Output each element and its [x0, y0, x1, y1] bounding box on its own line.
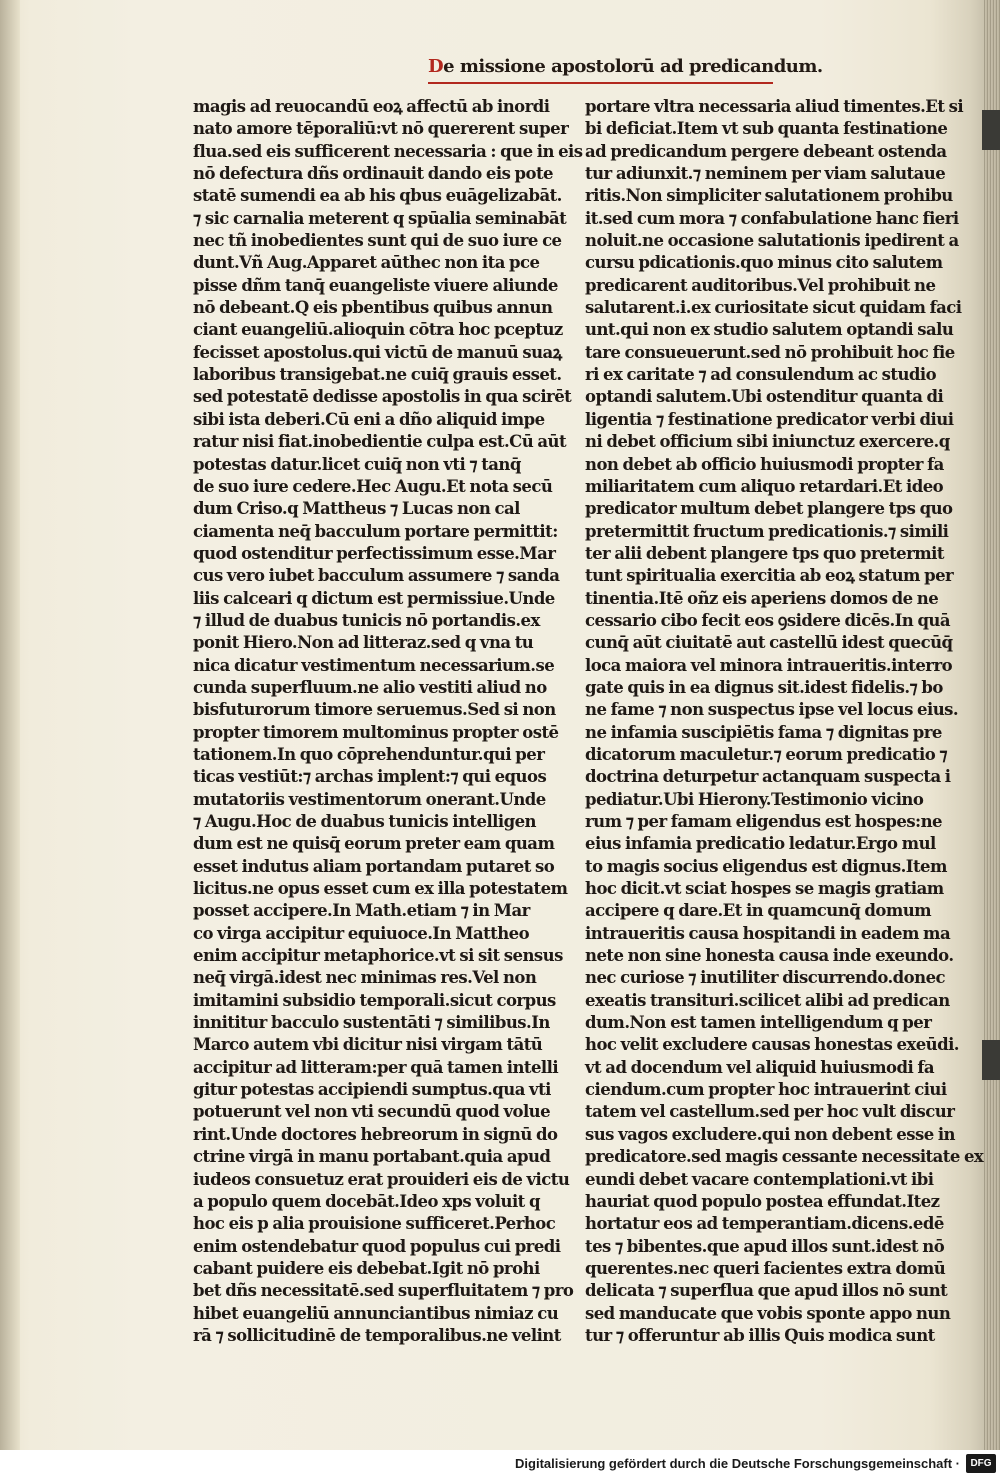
text-line: ⁊ Augu.Hoc de duabus tunicis intelligen	[193, 812, 536, 831]
text-line: pediatur.Ubi Hierony.Testimonio vicino	[585, 789, 924, 809]
text-line: dum Criso.q Mattheus ⁊ Lucas non cal	[193, 499, 520, 519]
rubric-underline	[428, 82, 773, 84]
text-line: eundi debet vacare contemplationi.vt ibi	[585, 1169, 934, 1189]
gutter-shadow	[0, 0, 20, 1450]
text-line: ad predicandum pergere debeant ostenda	[585, 141, 947, 161]
text-line: predicarent auditoribus.Vel prohibuit ne	[585, 275, 936, 295]
text-line: nec tñ inobedientes sunt qui de suo iure ce	[193, 231, 562, 251]
text-line: liis calceari q dictum est permissiue.Unde	[193, 588, 555, 608]
text-line: bi deficiat.Item vt sub quanta festinatione	[585, 119, 948, 139]
text-line: bisfuturorum timore seruemus.Sed si non	[193, 700, 556, 720]
running-head-text: De missione apostolorū ad predicandum.	[428, 56, 823, 77]
text-line: nō debeant.Q eis pbentibus quibus annun	[193, 298, 553, 318]
text-line: tare consueuerunt.sed nō prohibuit hoc fie	[585, 342, 955, 362]
text-line: tationem.In quo cōprehenduntur.qui per	[193, 744, 545, 764]
text-line: ter alii debent plangere tps quo pretermit	[585, 543, 944, 563]
text-line: ratur nisi fiat.inobedientie culpa est.Cū aūt	[193, 432, 567, 452]
text-line: miliaritatem cum aliquo retardari.Et ideo	[585, 476, 944, 496]
text-line: hoc velit excludere causas honestas exeūdi.	[585, 1035, 960, 1055]
text-line: imitamini subsidio temporali.sicut corpus	[193, 990, 556, 1010]
text-line: hortatur eos ad temperantiam.dicens.edē	[585, 1214, 944, 1234]
text-line: non debet ab officio huiusmodi propter fa	[585, 454, 944, 474]
text-line: iudeos consuetuz erat prouideri eis de victu	[193, 1169, 570, 1189]
text-line: quod ostenditur perfectissimum esse.Mar	[193, 543, 556, 563]
text-line: portare vltra necessaria aliud timentes.Et si	[585, 97, 964, 116]
footer-credit: Digitalisierung gefördert durch die Deutsche Forschungsgemeinschaft ·	[515, 1456, 960, 1471]
text-line: potestas datur.licet cuiq̄ non vti ⁊ tanq̄	[193, 454, 521, 474]
text-line: a populo quem docebāt.Ideo xps voluit q	[193, 1191, 540, 1211]
text-line: hauriat quod populo postea effundat.Itez	[585, 1191, 940, 1211]
text-line: nica dicatur vestimentum necessarium.se	[193, 655, 555, 675]
text-line: nō defectura dñs ordinauit dando eis pote	[193, 164, 553, 184]
text-line: rint.Unde doctores hebreorum in signū do	[193, 1124, 558, 1144]
text-line: enim accipitur metaphorice.vt si sit sensus	[193, 946, 563, 966]
binding-clasp	[982, 1040, 1000, 1080]
text-line: flua.sed eis sufficerent necessaria : que in eis	[193, 141, 583, 161]
text-line: vt ad docendum vel aliquid huiusmodi fa	[585, 1057, 935, 1077]
text-line: ne infamia suscipiētis fama ⁊ dignitas pre	[585, 722, 942, 742]
text-line: tinentia.Itē oñz eis aperiens domos de ne	[585, 588, 939, 608]
text-line: eius infamia predicatio ledatur.Ergo mul	[585, 834, 936, 854]
binding-clasp	[982, 110, 1000, 150]
text-line: neq̄ virgā.idest nec minimas res.Vel non	[193, 968, 537, 988]
text-line: dum est ne quisq̄ eorum preter eam quam	[193, 834, 555, 854]
text-line: doctrina deturpetur actanquam suspecta i	[585, 767, 951, 787]
text-line: ri ex caritate ⁊ ad consulendum ac studio	[585, 365, 937, 385]
text-line: magis ad reuocandū eoꝝ affectū ab inordi	[193, 97, 550, 116]
text-line: intraueritis causa hospitandi in eadem ma	[585, 923, 951, 943]
text-line: gitur potestas accipiendi sumptus.qua vti	[193, 1080, 551, 1100]
text-line: cunq̄ aūt ciuitatē aut castellū idest quecūq̄	[585, 633, 953, 653]
text-line: to magis socius eligendus est dignus.Item	[585, 856, 947, 876]
text-line: hibet euangeliū annunciantibus nimiaz cu	[193, 1303, 559, 1323]
text-line: mutatoriis vestimentorum onerant.Unde	[193, 789, 546, 809]
text-line: rā ⁊ sollicitudinē de temporalibus.ne velint	[193, 1325, 561, 1345]
text-line: cus vero iubet bacculum assumere ⁊ sanda	[193, 566, 560, 586]
text-line: unt.qui non ex studio salutem optandi salu	[585, 320, 954, 340]
text-line: ciant euangeliū.alioquin cōtra hoc pceptuz	[193, 320, 563, 340]
text-line: cursu pdicationis.quo minus cito salutem	[585, 253, 943, 273]
text-line: Marco autem vbi dicitur nisi virgam tātū	[193, 1035, 543, 1055]
text-line: ligentia ⁊ festinatione predicator verbi diui	[585, 409, 954, 429]
text-line: querentes.nec queri facientes extra domū	[585, 1258, 946, 1278]
text-line: salutarent.i.ex curiositate sicut quidam faci	[585, 298, 962, 318]
text-line: cunda superfluum.ne alio vestiti aliud no	[193, 677, 547, 697]
text-line: nec curiose ⁊ inutiliter discurrendo.donec	[585, 968, 946, 988]
text-line: nete non sine honesta causa inde exeundo.	[585, 946, 954, 966]
text-line: innititur bacculo sustentāti ⁊ similibus.In	[193, 1013, 550, 1033]
digitization-footer	[0, 1450, 1000, 1478]
text-line: ne fame ⁊ non suspectus ipse vel locus eius.	[585, 700, 959, 720]
text-line: ciendum.cum propter hoc intrauerint ciui	[585, 1080, 947, 1100]
text-line: co virga accipitur equiuoce.In Mattheo	[193, 923, 530, 943]
text-line: accipitur ad litteram:per quā tamen intelli	[193, 1057, 559, 1077]
dfg-logo: DFG	[966, 1454, 996, 1473]
text-line: cabant puidere eis debebat.Igit nō prohi	[193, 1258, 540, 1278]
text-line: ritis.Non simpliciter salutationem prohibu	[585, 186, 953, 206]
text-line: hoc dicit.vt sciat hospes se magis gratiam	[585, 879, 944, 899]
text-line: sed potestatē dedisse apostolis in qua scirēt	[193, 387, 572, 407]
text-line: laboribus transigebat.ne cuiq̄ grauis esset.	[193, 365, 562, 385]
text-line: rum ⁊ per famam eligendus est hospes:ne	[585, 812, 942, 831]
text-line: tur ⁊ offeruntur ab illis Quis modica sunt	[585, 1325, 935, 1345]
text-line: enim ostendebatur quod populus cui predi	[193, 1236, 561, 1256]
text-line: propter timorem multominus propter ostē	[193, 722, 559, 742]
text-line: ponit Hiero.Non ad litteraz.sed q vna tu	[193, 633, 534, 653]
text-line: noluit.ne occasione salutationis ipedirent a	[585, 231, 959, 251]
text-line: pretermittit fructum predicationis.⁊ simili	[585, 521, 949, 541]
text-line: tatem vel castellum.sed per hoc vult discur	[585, 1102, 955, 1122]
text-line: ctrine virgā in manu portabant.quia apud	[193, 1147, 551, 1167]
text-line: dum.Non est tamen intelligendum q per	[585, 1013, 932, 1033]
right-text-column	[585, 96, 984, 1347]
text-line: posset accipere.In Math.etiam ⁊ in Mar	[193, 901, 530, 921]
text-line: esset indutus aliam portandam putaret so	[193, 856, 555, 876]
text-line: ⁊ illud de duabus tunicis nō portandis.ex	[193, 610, 540, 630]
text-line: accipere q dare.Et in quamcunq̄ domum	[585, 901, 932, 921]
text-line: ciamenta neq̄ bacculum portare permittit:	[193, 521, 558, 541]
text-line: predicatore.sed magis cessante necessitate ex	[585, 1147, 984, 1167]
text-line: sus vagos excludere.qui non debent esse in	[585, 1124, 955, 1144]
text-line: ⁊ sic carnalia meterent q spūalia seminabāt	[193, 208, 567, 228]
text-line: dunt.Vñ Aug.Apparet aūthec non ita pce	[193, 253, 540, 273]
text-line: dicatorum maculetur.⁊ eorum predicatio ⁊	[585, 744, 948, 764]
page-edge	[984, 0, 1000, 1450]
text-line: ticas vestiūt:⁊ archas implent:⁊ qui equos	[193, 767, 547, 787]
text-line: gate quis in ea dignus sit.idest fidelis.⁊ bo	[585, 677, 943, 697]
text-line: exeatis transituri.scilicet alibi ad predican	[585, 990, 950, 1010]
text-line: sibi ista deberi.Cū eni a dño aliquid impe	[193, 409, 545, 429]
text-line: pisse dñm tanq̄ euangeliste viuere aliunde	[193, 275, 558, 295]
text-line: hoc eis p alia prouisione sufficeret.Perhoc	[193, 1214, 556, 1234]
running-head	[428, 56, 823, 86]
text-line: licitus.ne opus esset cum ex illa potestatem	[193, 879, 568, 899]
text-line: ni debet officium sibi iniunctuz exercere.q	[585, 432, 950, 452]
text-line: loca maiora vel minora intraueritis.interro	[585, 655, 953, 675]
text-line: delicata ⁊ superflua que apud illos nō sunt	[585, 1281, 948, 1301]
text-line: nato amore tēporaliū:vt nō quererent super	[193, 119, 569, 139]
text-line: tes ⁊ bibentes.que apud illos sunt.idest nō	[585, 1236, 945, 1256]
text-line: statē sumendi ea ab his qbus euāgelizabāt.	[193, 186, 562, 206]
text-line: de suo iure cedere.Hec Augu.Et nota secū	[193, 476, 553, 496]
text-line: it.sed cum mora ⁊ confabulatione hanc fieri	[585, 208, 959, 228]
left-text-column	[193, 96, 583, 1347]
text-line: predicator multum debet plangere tps quo	[585, 499, 953, 519]
text-line: bet dñs necessitatē.sed superfluitatem ⁊ pro	[193, 1281, 574, 1301]
text-line: tunt spiritualia exercitia ab eoꝝ statum per	[585, 566, 954, 586]
text-line: sed manducate que vobis sponte appo nun	[585, 1303, 951, 1323]
text-line: optandi salutem.Ubi ostenditur quanta di	[585, 387, 944, 407]
text-line: cessario cibo fecit eos ꝯsidere dicēs.In quā	[585, 610, 951, 630]
text-line: potuerunt vel non vti secundū quod volue	[193, 1102, 551, 1122]
text-line: fecisset apostolus.qui victū de manuū suaꝝ	[193, 342, 562, 362]
text-line: tur adiunxit.⁊ neminem per viam salutaue	[585, 164, 946, 184]
